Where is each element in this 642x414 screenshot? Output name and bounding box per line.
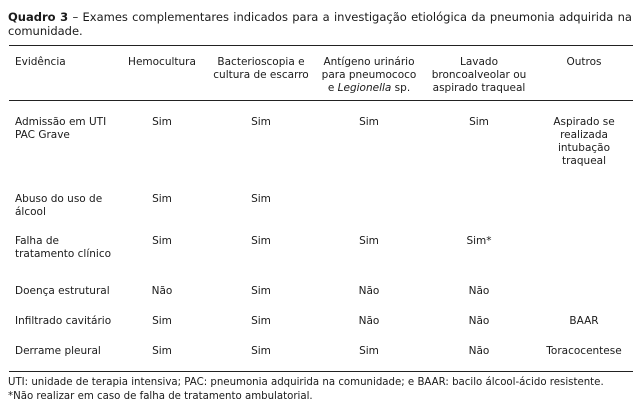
- table-cell: Toracocentese: [546, 344, 622, 357]
- table-cell: Sim: [251, 192, 271, 205]
- table-cell: Infiltrado cavitário: [15, 314, 112, 327]
- table-cell: [535, 193, 633, 235]
- header-antigeno-urinario: [315, 46, 423, 100]
- table-cell: Sim: [251, 344, 271, 357]
- table-cell: [315, 193, 423, 235]
- table-cell: Admissão em UTI PAC Grave: [15, 115, 107, 141]
- table-cell: BAAR: [569, 314, 599, 327]
- caption-label: Quadro 3: [8, 10, 69, 24]
- table-cell: Sim*: [466, 234, 492, 247]
- header-antigeno-pre: Antígeno urinário para pneumococo e: [321, 56, 417, 94]
- table-row: [9, 345, 633, 367]
- table-cell: Sim: [251, 234, 271, 247]
- table-caption: [8, 10, 632, 38]
- table-cell: Não: [151, 284, 173, 297]
- table-cell: [535, 235, 633, 285]
- table-cell: Sim: [359, 344, 379, 357]
- footnote-asterisk: *Não realizar em caso de falha de tratamento ambulatorial.: [8, 391, 313, 402]
- header-outros: Outros: [566, 56, 602, 68]
- table-cell: Doença estrutural: [15, 284, 110, 297]
- header-antigeno-em: Legionella: [337, 82, 392, 94]
- table-row: [9, 235, 633, 285]
- header-hemocultura: Hemocultura: [128, 56, 196, 68]
- evidence-table: [9, 45, 633, 372]
- table-cell: Sim: [251, 314, 271, 327]
- table-cell: Sim: [469, 115, 489, 128]
- table-cell: Sim: [251, 115, 271, 128]
- table-footnotes: [8, 376, 634, 404]
- table-cell: Não: [468, 344, 490, 357]
- table-cell: Sim: [152, 192, 172, 205]
- table-cell: Sim: [152, 234, 172, 247]
- table-cell: Aspirado se realizada intubação traqueal: [553, 115, 615, 167]
- table-cell: Sim: [251, 284, 271, 297]
- table-cell: Não: [358, 284, 380, 297]
- table-cell: Não: [358, 314, 380, 327]
- table-cell: [423, 193, 535, 235]
- table-cell: Abuso do uso de álcool: [15, 192, 103, 218]
- table-cell: Falha de tratamento clínico: [15, 234, 112, 260]
- table-row: [9, 193, 633, 235]
- table-cell: Derrame pleural: [15, 344, 101, 357]
- table-cell: [535, 285, 633, 315]
- table-cell: Sim: [359, 234, 379, 247]
- header-antigeno-post: sp.: [391, 82, 411, 94]
- header-lavado: Lavado broncoalveolar ou aspirado traqueal: [431, 56, 527, 94]
- table-cell: Sim: [152, 344, 172, 357]
- table-cell: Não: [468, 314, 490, 327]
- header-evidencia: Evidência: [15, 56, 66, 68]
- footnote-abbreviations: UTI: unidade de terapia intensiva; PAC: pneumonia adquirida na comunidade; e BAAR: bacilo álcool-ácido resistente.: [8, 377, 604, 388]
- caption-text: – Exames complementares indicados para a investigação etiológica da pneumonia adquirida na comunidade.: [8, 10, 632, 38]
- table-row: [9, 285, 633, 315]
- table-cell: Sim: [359, 115, 379, 128]
- table-header-row: [9, 46, 633, 100]
- table-cell: Não: [468, 284, 490, 297]
- table-cell: Sim: [152, 115, 172, 128]
- table-row: [9, 315, 633, 345]
- table-cell: Sim: [152, 314, 172, 327]
- header-bacterioscopia: Bacterioscopia e cultura de escarro: [213, 56, 309, 81]
- table-row: [9, 101, 633, 193]
